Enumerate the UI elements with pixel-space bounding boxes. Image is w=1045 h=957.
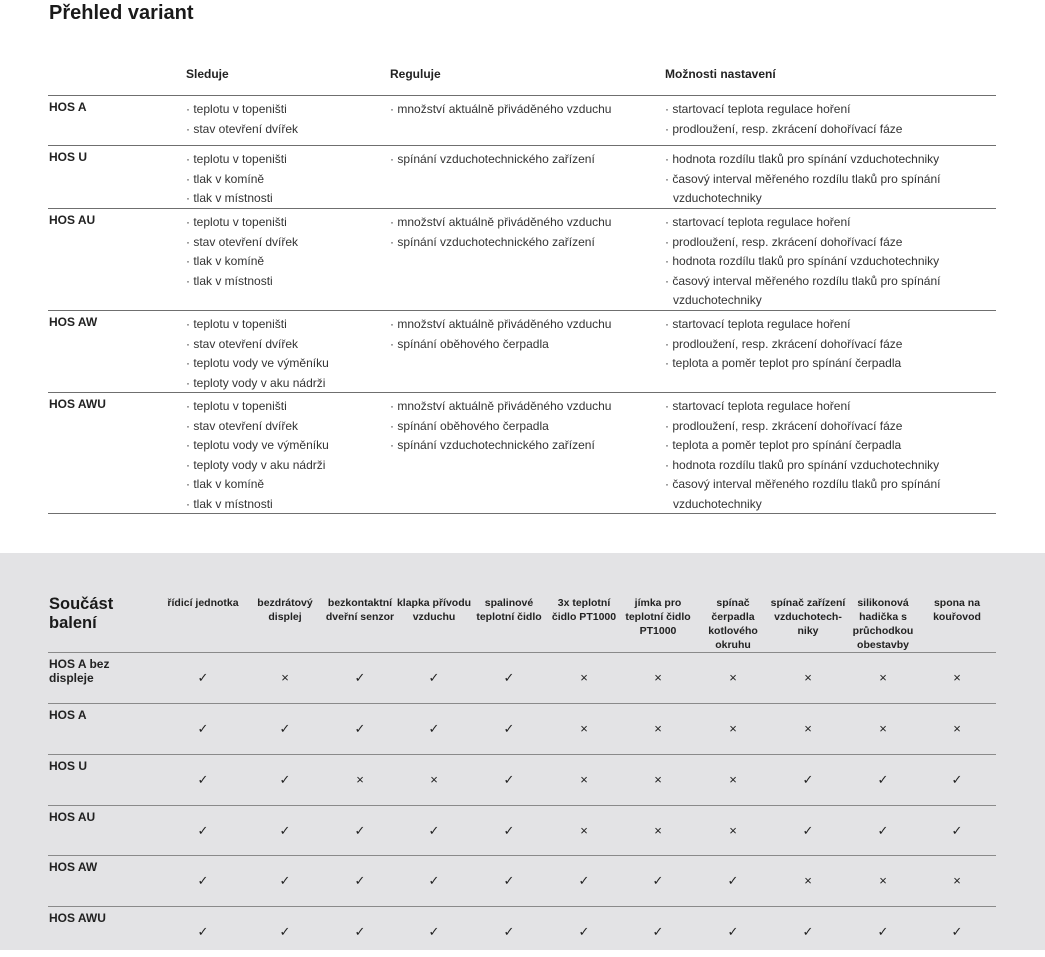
package-variant-name: HOS U [49, 759, 88, 773]
cross-icon: × [356, 772, 364, 787]
check-icon: ✓ [802, 823, 814, 838]
list-item: · časový interval měřeného rozdílu tlaků pro spínání vzduchotechniky [665, 170, 965, 209]
settings-list [665, 397, 965, 514]
package-column-header: bezkontaktní dveřní senzor [325, 597, 395, 623]
cross-icon: × [879, 873, 887, 888]
header-regulates: Reguluje [390, 67, 441, 81]
cross-icon: × [654, 721, 662, 736]
check-icon: ✓ [503, 823, 515, 838]
variant-name: HOS AWU [49, 397, 106, 411]
check-icon: ✓ [197, 873, 209, 888]
package-row [48, 906, 996, 957]
check-icon: ✓ [503, 721, 515, 736]
cross-icon: × [804, 721, 812, 736]
check-icon: ✓ [503, 924, 515, 939]
cross-icon: × [580, 772, 588, 787]
cross-icon: × [654, 772, 662, 787]
list-item: · teplotu v topeništi [186, 397, 376, 417]
check-icon: ✓ [802, 772, 814, 787]
cross-icon: × [729, 721, 737, 736]
list-item: · teplota a poměr teplot pro spínání čerpadla [665, 436, 965, 456]
list-item: · stav otevření dvířek [186, 233, 376, 253]
check-icon: ✓ [652, 873, 664, 888]
check-icon: ✓ [279, 924, 291, 939]
settings-list [665, 213, 965, 311]
package-variant-name: HOS AW [49, 860, 98, 874]
cross-icon: × [953, 670, 961, 685]
cross-icon: × [430, 772, 438, 787]
list-item: · tlak v komíně [186, 170, 376, 190]
check-icon: ✓ [951, 823, 963, 838]
cross-icon: × [804, 873, 812, 888]
monitors-list [186, 100, 376, 139]
list-item: · hodnota rozdílu tlaků pro spínání vzduchotechniky [665, 150, 965, 170]
package-column-header: spínač zařízení vzduchotech- niky [770, 597, 846, 637]
package-column-header: jímka pro teplotní čidlo PT1000 [625, 597, 691, 637]
settings-list [665, 100, 965, 139]
check-icon: ✓ [503, 873, 515, 888]
check-icon: ✓ [354, 924, 366, 939]
package-row [48, 652, 996, 703]
list-item: · množství aktuálně přiváděného vzduchu [390, 315, 652, 335]
list-item: · startovací teplota regulace hoření [665, 397, 965, 417]
package-variant-name: HOS A [49, 708, 87, 722]
list-item: · spínání oběhového čerpadla [390, 417, 652, 437]
list-item: · teplotu v topeništi [186, 213, 376, 233]
list-item: · prodloužení, resp. zkrácení dohořívací fáze [665, 417, 965, 437]
monitors-list [186, 315, 376, 393]
package-title: Součást balení [49, 595, 114, 632]
list-item: · teploty vody v aku nádrži [186, 456, 376, 476]
list-item: · hodnota rozdílu tlaků pro spínání vzduchotechniky [665, 252, 965, 272]
list-item: · tlak v komíně [186, 252, 376, 272]
list-item: · stav otevření dvířek [186, 335, 376, 355]
check-icon: ✓ [197, 823, 209, 838]
check-icon: ✓ [354, 721, 366, 736]
package-row [48, 754, 996, 805]
cross-icon: × [879, 721, 887, 736]
cross-icon: × [953, 721, 961, 736]
list-item: · teplotu vody ve výměníku [186, 354, 376, 374]
cross-icon: × [654, 670, 662, 685]
check-icon: ✓ [197, 772, 209, 787]
cross-icon: × [281, 670, 289, 685]
package-table [48, 652, 996, 957]
check-icon: ✓ [197, 721, 209, 736]
list-item: · prodloužení, resp. zkrácení dohořívací fáze [665, 120, 965, 140]
check-icon: ✓ [428, 721, 440, 736]
check-icon: ✓ [279, 721, 291, 736]
overview-row [48, 208, 996, 310]
check-icon: ✓ [428, 873, 440, 888]
list-item: · množství aktuálně přiváděného vzduchu [390, 100, 652, 120]
cross-icon: × [729, 772, 737, 787]
cross-icon: × [804, 670, 812, 685]
list-item: · tlak v místnosti [186, 189, 376, 209]
check-icon: ✓ [802, 924, 814, 939]
list-item: · hodnota rozdílu tlaků pro spínání vzduchotechniky [665, 456, 965, 476]
check-icon: ✓ [197, 670, 209, 685]
check-icon: ✓ [428, 823, 440, 838]
package-column-header: spínač čerpadla kotlového okruhu [708, 597, 758, 651]
list-item: · časový interval měřeného rozdílu tlaků pro spínání vzduchotechniky [665, 272, 965, 311]
list-item: · tlak v komíně [186, 475, 376, 495]
cross-icon: × [580, 670, 588, 685]
check-icon: ✓ [727, 924, 739, 939]
monitors-list [186, 213, 376, 291]
list-item: · spínání vzduchotechnického zařízení [390, 150, 652, 170]
list-item: · teplotu v topeništi [186, 315, 376, 335]
cross-icon: × [729, 670, 737, 685]
list-item: · teplotu v topeništi [186, 150, 376, 170]
package-column-header: silikonová hadička s průchodkou obestavby [852, 597, 914, 651]
overview-row [48, 310, 996, 392]
cross-icon: × [580, 721, 588, 736]
list-item: · startovací teplota regulace hoření [665, 213, 965, 233]
overview-row [48, 95, 996, 145]
regulates-list [390, 150, 652, 170]
package-column-header: spona na kouřovod [933, 597, 981, 623]
package-column-header: 3x teplotní čidlo PT1000 [551, 597, 617, 623]
check-icon: ✓ [279, 873, 291, 888]
regulates-list [390, 100, 652, 120]
regulates-list [390, 315, 652, 354]
variant-name: HOS U [49, 150, 88, 164]
monitors-list [186, 397, 376, 514]
variant-name: HOS AW [49, 315, 98, 329]
list-item: · tlak v místnosti [186, 272, 376, 292]
cross-icon: × [654, 823, 662, 838]
list-item: · startovací teplota regulace hoření [665, 315, 965, 335]
list-item: · teploty vody v aku nádrži [186, 374, 376, 394]
check-icon: ✓ [197, 924, 209, 939]
package-row [48, 805, 996, 855]
package-column-header: spalinové teplotní čidlo [476, 597, 542, 623]
cross-icon: × [729, 823, 737, 838]
monitors-list [186, 150, 376, 209]
list-item: · stav otevření dvířek [186, 417, 376, 437]
package-column-header: klapka přívodu vzduchu [396, 597, 472, 623]
list-item: · množství aktuálně přiváděného vzduchu [390, 213, 652, 233]
cross-icon: × [879, 670, 887, 685]
cross-icon: × [580, 823, 588, 838]
list-item: · prodloužení, resp. zkrácení dohořívací fáze [665, 233, 965, 253]
list-item: · spínání vzduchotechnického zařízení [390, 436, 652, 456]
package-row [48, 855, 996, 906]
package-column-header: bezdrátový displej [257, 597, 313, 623]
settings-list [665, 315, 965, 374]
package-section [0, 553, 1045, 950]
check-icon: ✓ [503, 772, 515, 787]
variant-name: HOS AU [49, 213, 96, 227]
overview-row [48, 145, 996, 208]
variant-name: HOS A [49, 100, 87, 114]
list-item: · teplotu vody ve výměníku [186, 436, 376, 456]
check-icon: ✓ [354, 670, 366, 685]
overview-table [48, 95, 996, 514]
check-icon: ✓ [652, 924, 664, 939]
check-icon: ✓ [727, 873, 739, 888]
check-icon: ✓ [354, 873, 366, 888]
check-icon: ✓ [877, 823, 889, 838]
check-icon: ✓ [279, 772, 291, 787]
list-item: · stav otevření dvířek [186, 120, 376, 140]
check-icon: ✓ [428, 924, 440, 939]
check-icon: ✓ [578, 873, 590, 888]
regulates-list [390, 213, 652, 252]
list-item: · startovací teplota regulace hoření [665, 100, 965, 120]
overview-row [48, 392, 996, 514]
list-item: · teplotu v topeništi [186, 100, 376, 120]
check-icon: ✓ [428, 670, 440, 685]
check-icon: ✓ [279, 823, 291, 838]
package-variant-name: HOS AWU [49, 911, 106, 925]
check-icon: ✓ [354, 823, 366, 838]
check-icon: ✓ [951, 924, 963, 939]
list-item: · časový interval měřeného rozdílu tlaků pro spínání vzduchotechniky [665, 475, 965, 514]
header-settings: Možnosti nastavení [665, 67, 776, 81]
overview-title: Přehled variant [49, 2, 194, 24]
list-item: · teplota a poměr teplot pro spínání čerpadla [665, 354, 965, 374]
package-variant-name: HOS AU [49, 810, 96, 824]
list-item: · spínání oběhového čerpadla [390, 335, 652, 355]
check-icon: ✓ [877, 924, 889, 939]
regulates-list [390, 397, 652, 456]
cross-icon: × [953, 873, 961, 888]
list-item: · tlak v místnosti [186, 495, 376, 515]
package-variant-name: HOS A bez displeje [49, 657, 110, 685]
check-icon: ✓ [503, 670, 515, 685]
check-icon: ✓ [951, 772, 963, 787]
check-icon: ✓ [877, 772, 889, 787]
list-item: · množství aktuálně přiváděného vzduchu [390, 397, 652, 417]
check-icon: ✓ [578, 924, 590, 939]
header-monitors: Sleduje [186, 67, 229, 81]
settings-list [665, 150, 965, 209]
list-item: · prodloužení, resp. zkrácení dohořívací fáze [665, 335, 965, 355]
list-item: · spínání vzduchotechnického zařízení [390, 233, 652, 253]
package-row [48, 703, 996, 754]
package-column-header: řídicí jednotka [167, 597, 239, 609]
